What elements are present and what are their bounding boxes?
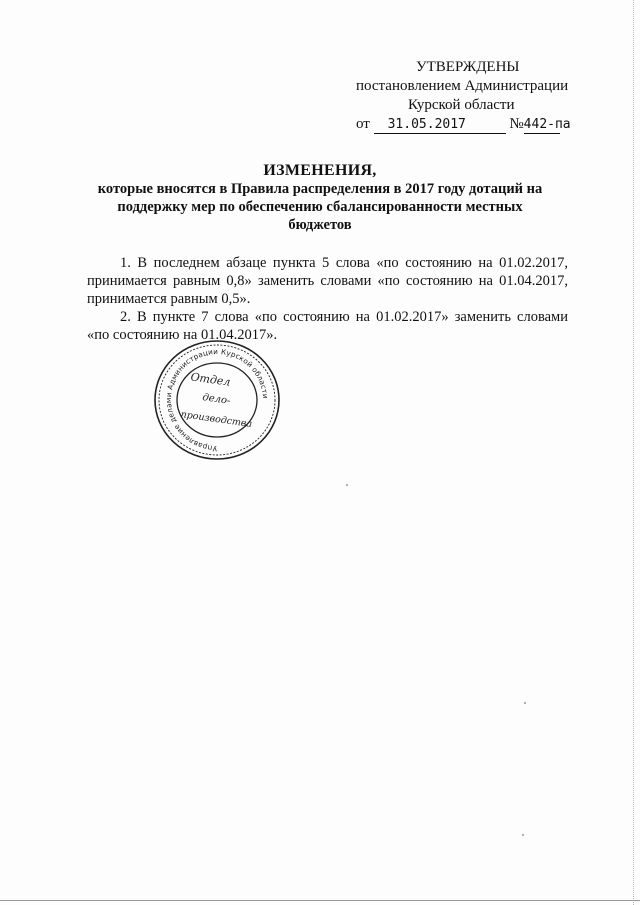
approved-label: УТВЕРЖДЕНЫ [416, 59, 520, 75]
scan-speck [524, 702, 526, 704]
subtitle-line: которые вносятся в Правила распределения в 2017 году дотаций на [97, 181, 543, 197]
resolution-number: 442-па [523, 117, 571, 132]
paragraph-line: «по состоянию на 01.04.2017». [87, 327, 278, 343]
scan-speck [346, 484, 348, 486]
scan-speck [522, 834, 524, 836]
date-prefix: от [356, 116, 370, 132]
number-prefix: № [509, 116, 524, 132]
paragraph-line: принимается равным 0,5». [87, 291, 251, 307]
paragraph-item-1 [87, 254, 568, 308]
stamp-center-line1: Отдел [189, 370, 232, 389]
scan-edge-bottom [0, 900, 640, 901]
stamp-center-line2: дело- [201, 392, 231, 407]
subtitle-line: бюджетов [288, 217, 352, 233]
paragraph-line: 1. В последнем абзаце пункта 5 слова «по состоянию на 01.02.2017, [120, 255, 568, 271]
document-body [87, 254, 568, 344]
document-title: ИЗМЕНЕНИЯ, [263, 162, 377, 179]
document-subtitle [80, 180, 560, 234]
scan-edge-right [632, 0, 634, 905]
date-number-line [356, 115, 571, 134]
paragraph-line: 2. В пункте 7 слова «по состоянию на 01.02.2017» заменить словами [120, 309, 568, 325]
paragraph-line: принимается равным 0,8» заменить словами «по состоянию на 01.04.2017, [87, 273, 568, 289]
resolution-date: 31.05.2017 [374, 117, 506, 134]
subtitle-line: поддержку мер по обеспечению сбалансированности местных [117, 199, 523, 215]
stamp-ring-text: Управление делами Администрации Курской области [164, 346, 271, 454]
stamp-center-line3: производства [179, 409, 253, 430]
office-stamp [152, 338, 282, 463]
resolution-label: постановлением Администрации [356, 78, 569, 94]
region-label: Курской области [408, 97, 515, 113]
